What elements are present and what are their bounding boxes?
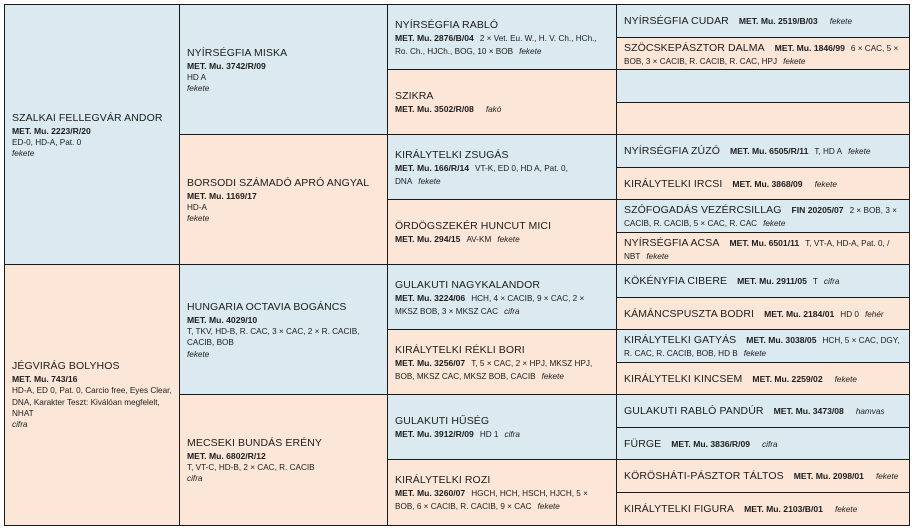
dog-name: GULAKUTI RABLÓ PANDÚR bbox=[624, 405, 764, 418]
registration-number: MET. Mu. 4029/10 bbox=[187, 315, 258, 326]
pedigree-cell-ssdd bbox=[616, 102, 910, 136]
registration-number: FIN 20205/07 bbox=[791, 205, 844, 216]
pedigree-cell-ssd bbox=[387, 69, 617, 136]
pedigree-cell-sssd bbox=[616, 37, 910, 71]
coat-color: fekete bbox=[814, 179, 837, 189]
titles-health: HCH, 4 × CACIB, 9 × CAC, 2 × MKSZ BOB, 3 × MKSZ CAC bbox=[395, 294, 585, 316]
coat-color: fekete bbox=[187, 84, 210, 94]
pedigree-cell-dddd bbox=[616, 492, 910, 526]
titles-health: HD-A, ED 0, Pat. 0, Carcio free, Eyes Clear, DNA, Karakter Teszt: Kiválóan megfelelt, NHAT bbox=[12, 386, 172, 419]
titles-health: HD 0 bbox=[840, 309, 859, 319]
titles-health: HD-A bbox=[187, 202, 208, 212]
registration-number: MET. Mu. 6505/R/11 bbox=[730, 146, 809, 157]
coat-color: fekete bbox=[834, 504, 858, 514]
titles-health: HCH, 5 × CAC, DGY, R. CAC, R. CACIB, BOB, HD B bbox=[624, 336, 900, 359]
pedigree-cell-sdss bbox=[616, 134, 910, 169]
dog-name: NYÍRSÉGFIA ZÚZÓ bbox=[624, 145, 721, 158]
pedigree-cell-dssd bbox=[616, 297, 910, 331]
registration-number: MET. Mu. 2519/B/03 bbox=[738, 16, 818, 27]
pedigree-cell-sire-sire bbox=[179, 4, 388, 136]
coat-color: fekete bbox=[743, 349, 767, 359]
coat-color: fehér bbox=[864, 309, 884, 319]
titles-health: T, HD A bbox=[814, 147, 843, 157]
pedigree-cell-dsss bbox=[616, 264, 910, 299]
dog-name: JÉGVIRÁG BOLYHOS bbox=[12, 360, 120, 373]
titles-health: ED-0, HD-A, Pat. 0 bbox=[12, 137, 82, 147]
titles-health: AV-KM bbox=[466, 235, 492, 245]
dog-name: KÖRÖSHÁTI-PÁSZTOR TÁLTOS bbox=[624, 470, 784, 483]
coat-color: cifra bbox=[187, 474, 203, 484]
pedigree-cell-ddd bbox=[387, 459, 617, 526]
registration-number: MET. Mu. 2103/B/01 bbox=[744, 503, 823, 514]
registration-number: MET. Mu. 166/R/14 bbox=[395, 163, 470, 174]
coat-color: cifra bbox=[762, 439, 778, 449]
titles-health: 6 × CAC, 5 × BOB, 3 × CACIB, R. CACIB, R. CAC, HPJ bbox=[624, 43, 899, 66]
registration-number: MET. Mu. 3912/R/09 bbox=[395, 429, 474, 440]
dog-name: KIRÁLYTELKI KINCSEM bbox=[624, 372, 743, 385]
titles-health: T, VT-C, HD-B, 2 × CAC, R. CACIB bbox=[187, 462, 315, 472]
pedigree-cell-dds bbox=[387, 394, 617, 461]
registration-number: MET. Mu. 3868/09 bbox=[732, 178, 803, 189]
pedigree-cell-sire bbox=[4, 4, 180, 266]
dog-name: NYÍRSÉGFIA ACSA bbox=[624, 236, 720, 249]
registration-number: MET. Mu. 3502/R/08 bbox=[395, 104, 474, 115]
registration-number: MET. Mu. 3742/R/09 bbox=[187, 60, 266, 71]
pedigree-cell-ddsd bbox=[616, 427, 910, 461]
coat-color: fakó bbox=[485, 105, 502, 115]
titles-health: 2 × Vet. Eu. W., H. V. Ch., HCh., Ro. Ch., HJCh., BOG, 10 × BOB bbox=[395, 34, 597, 56]
registration-number: MET. Mu. 6802/R/12 bbox=[187, 450, 266, 461]
coat-color: fekete bbox=[497, 235, 520, 245]
pedigree-cell-dsd bbox=[387, 329, 617, 396]
registration-number: MET. Mu. 3836/R/09 bbox=[671, 438, 751, 449]
pedigree-cell-ddds bbox=[616, 459, 910, 494]
registration-number: MET. Mu. 743/16 bbox=[12, 374, 78, 385]
dog-name: KIRÁLYTELKI ZSUGÁS bbox=[395, 148, 509, 161]
pedigree-cell-ssss bbox=[616, 4, 910, 39]
coat-color: fekete bbox=[12, 149, 35, 159]
coat-color: fekete bbox=[519, 46, 542, 56]
coat-color: cifra bbox=[504, 306, 520, 316]
coat-color: fekete bbox=[537, 501, 560, 511]
coat-color: fekete bbox=[875, 472, 899, 482]
dog-name: NYÍRSÉGFIA MISKA bbox=[187, 46, 288, 59]
dog-name: SZÓFOGADÁS VEZÉRCSILLAG bbox=[624, 204, 782, 217]
dog-name: FÜRGE bbox=[624, 437, 662, 450]
dog-name: KIRÁLYTELKI IRCSI bbox=[624, 177, 723, 190]
dog-name: BORSODI SZÁMADÓ APRÓ ANGYAL bbox=[187, 176, 370, 189]
pedigree-cell-ssds bbox=[616, 69, 910, 104]
dog-name: GULAKUTI NAGYKALANDOR bbox=[395, 278, 541, 291]
titles-health: T, VT-A, HD-A, Pat. 0, / NBT bbox=[624, 238, 890, 261]
coat-color: cifra bbox=[823, 277, 840, 287]
coat-color: fekete bbox=[187, 214, 210, 224]
registration-number: MET. Mu. 2259/02 bbox=[752, 373, 823, 384]
coat-color: hamvas bbox=[855, 407, 885, 417]
coat-color: fekete bbox=[187, 349, 210, 359]
dog-name: SZIKRA bbox=[395, 90, 434, 103]
dog-name: KIRÁLYTELKI GATYÁS bbox=[624, 334, 737, 347]
coat-color: cifra bbox=[504, 430, 520, 440]
dog-name: NYÍRSÉGFIA RABLÓ bbox=[395, 18, 499, 31]
coat-color: fekete bbox=[763, 219, 786, 229]
dog-name: ÖRDÖGSZEKÉR HUNCUT MICI bbox=[395, 220, 552, 233]
dog-name: KIRÁLYTELKI ROZI bbox=[395, 473, 491, 486]
coat-color: cifra bbox=[12, 420, 28, 430]
pedigree-cell-sddd bbox=[616, 232, 910, 266]
titles-health: T, 5 × CAC, 2 × HPJ, MKSZ HPJ, BOB, MKSZ CAC, MKSZ BOB, CACIB bbox=[395, 359, 593, 381]
titles-health: HD A bbox=[187, 72, 207, 82]
dog-name: KÖKÉNYFIA CIBERE bbox=[624, 275, 728, 288]
pedigree-cell-sdsd bbox=[616, 167, 910, 201]
pedigree-cell-dsds bbox=[616, 329, 910, 364]
registration-number: MET. Mu. 2098/01 bbox=[793, 471, 864, 482]
registration-number: MET. Mu. 294/15 bbox=[395, 234, 461, 245]
coat-color: fekete bbox=[418, 176, 441, 186]
coat-color: fekete bbox=[783, 56, 806, 66]
dog-name: GULAKUTI HŰSÉG bbox=[395, 415, 490, 428]
pedigree-cell-sss bbox=[387, 4, 617, 71]
registration-number: MET. Mu. 3256/07 bbox=[395, 358, 466, 369]
titles-health: T bbox=[812, 277, 818, 287]
pedigree-cell-dam-dam bbox=[179, 394, 388, 526]
registration-number: MET. Mu. 3038/05 bbox=[746, 335, 817, 346]
titles-health: HD 1 bbox=[479, 430, 499, 440]
dog-name: KIRÁLYTELKI FIGURA bbox=[624, 502, 735, 515]
registration-number: MET. Mu. 2911/05 bbox=[737, 276, 807, 287]
dog-name: KÁMÁNCSPUSZTA BODRI bbox=[624, 307, 755, 320]
coat-color: fekete bbox=[541, 371, 564, 381]
coat-color: fekete bbox=[829, 17, 852, 27]
dog-name: MECSEKI BUNDÁS ERÉNY bbox=[187, 436, 323, 449]
pedigree-cell-dam bbox=[4, 264, 180, 526]
titles-health: 2 × BOB, 3 × CACIB, R. CACIB, 5 × CAC, R. CAC bbox=[624, 206, 897, 229]
pedigree-cell-dam-sire bbox=[179, 264, 388, 396]
dog-name: SZALKAI FELLEGVÁR ANDOR bbox=[12, 111, 163, 124]
registration-number: MET. Mu. 3473/08 bbox=[773, 406, 844, 417]
pedigree-cell-sds bbox=[387, 134, 617, 201]
titles-health: T, TKV, HD-B, R. CAC, 3 × CAC, 2 × R. CACIB, CACIB, BOB bbox=[187, 327, 360, 348]
registration-number: MET. Mu. 3260/07 bbox=[395, 488, 466, 499]
registration-number: MET. Mu. 3224/06 bbox=[395, 293, 466, 304]
pedigree-cell-dss bbox=[387, 264, 617, 331]
dog-name: HUNGARIA OCTAVIA BOGÁNCS bbox=[187, 300, 347, 313]
pedigree-cell-dsdd bbox=[616, 362, 910, 396]
pedigree-cell-ddss bbox=[616, 394, 910, 429]
pedigree-cell-sdd bbox=[387, 199, 617, 266]
dog-name: KIRÁLYTELKI RÉKLI BORI bbox=[395, 343, 525, 356]
pedigree-cell-sdds bbox=[616, 199, 910, 234]
registration-number: MET. Mu. 2184/01 bbox=[764, 308, 835, 319]
dog-name: NYÍRSÉGFIA CUDAR bbox=[624, 15, 729, 28]
registration-number: MET. Mu. 2876/B/04 bbox=[395, 33, 474, 44]
registration-number: MET. Mu. 2223/R/20 bbox=[12, 125, 91, 136]
coat-color: fekete bbox=[834, 374, 857, 384]
titles-health: HGCH, HCH, HSCH, HJCH, 5 × BOB, 6 × CACIB, R. CACIB, 9 × CAC bbox=[395, 489, 588, 511]
pedigree-cell-sire-dam bbox=[179, 134, 388, 266]
registration-number: MET. Mu. 6501/11 bbox=[729, 237, 800, 248]
dog-name: SZÖCSKEPÁSZTOR DALMA bbox=[624, 41, 765, 54]
coat-color: fekete bbox=[848, 147, 871, 157]
registration-number: MET. Mu. 1846/99 bbox=[774, 42, 845, 53]
titles-health: VT-K, ED 0, HD A, Pat. 0, DNA bbox=[395, 164, 568, 186]
registration-number: MET. Mu. 1169/17 bbox=[187, 190, 257, 201]
coat-color: fekete bbox=[646, 251, 669, 261]
